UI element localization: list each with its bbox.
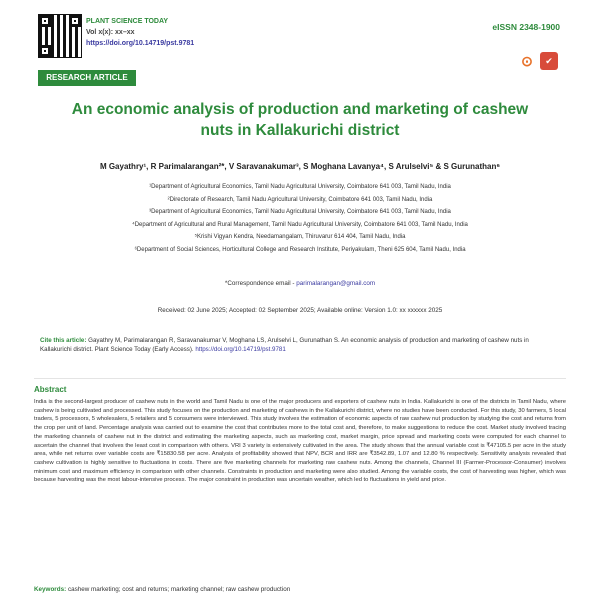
affiliation-list (60, 181, 540, 257)
abstract-heading: Abstract (34, 385, 67, 394)
affiliation: ⁶Department of Social Sciences, Horticultural College and Research Institute, Periyakulam, Theni 625 604, Tamil Nadu, India (134, 246, 466, 253)
citation-doi-link[interactable]: https://doi.org/10.14719/pst.9781 (195, 346, 286, 354)
crossmark-badge-icon[interactable]: ✔ (540, 52, 558, 70)
keywords-text: cashew marketing; cost and returns; marketing channel; raw cashew production (67, 586, 291, 593)
journal-header (86, 16, 194, 49)
correspondence-email-link[interactable]: parimalarangan@gmail.com (296, 280, 376, 287)
article-title: An economic analysis of production and marketing of cashew nuts in Kallakurichi district (71, 101, 529, 139)
citation-label: Cite this article: (40, 337, 87, 344)
correspondence-label: *Correspondence email - (224, 280, 297, 287)
affiliation: ⁴Department of Agricultural and Rural Management, Tamil Nadu Agricultural University, Coimbatore 641 003, Tamil Nadu, India (132, 221, 468, 228)
eissn: eISSN 2348-1900 (492, 22, 560, 32)
open-access-icon[interactable]: ⊙ (521, 53, 533, 69)
journal-doi-link[interactable]: https://doi.org/10.14719/pst.9781 (86, 40, 195, 47)
affiliation: ³Department of Agricultural Economics, Tamil Nadu Agricultural University, Coimbatore 641 003, Tamil Nadu, India (149, 209, 451, 216)
citation-text: Gayathry M, Parimalarangan R, Saravanakumar V, Moghana LS, Arulselvi L, Gurunathan S. An economic analysis of production and marketing of cashew nuts in Kallakurichi district. Plant Science Today (Early Access). (40, 337, 529, 354)
divider (34, 378, 566, 379)
header-icons (520, 52, 558, 70)
affiliation: ¹Department of Agricultural Economics, Tamil Nadu Agricultural University, Coimbatore 641 003, Tamil Nadu, India (149, 184, 451, 190)
author-list: M Gayathry¹, R Parimalarangan²*, V Saravanakumar³, S Moghana Lavanya⁴, S Arulselvi⁵ & S Gurunathan⁶ (99, 162, 501, 171)
journal-volume: Vol x(x): xx–xx (86, 29, 135, 36)
journal-name: PLANT SCIENCE TODAY (86, 18, 169, 25)
keywords (34, 586, 566, 593)
keywords-label: Keywords: (34, 586, 67, 593)
correspondence (60, 280, 540, 287)
citation (40, 336, 555, 355)
qr-code-icon (38, 14, 82, 58)
abstract-body: India is the second-largest producer of cashew nuts in the world and Tamil Nadu is one of the major producers and exporters of cashew nuts in India. Kallakurichi is one of the districts in Tamil Nadu, where cashew is being cultivated and processed. This study focuses on the production and marketing of cashews in the Kallakurichi district, where no studies have been conducted. For this study, 30 farmers, 5 local traders, 5 processors, 5 wholesalers, 5 retailers and 5 consumers were interviewed. This study involves the estimation of economic aspects of raw cashew nut production by studying the cost and returns from the crop per unit of land. Percentage analysis was carried out to examine the cost that contributes more to the total cost and, therefore, to make suggestions to reduce the cost. Market study involved tracing the marketing channels of cashew nut in the district and estimating the marketing aspects, such as marketing cost, market margin, price spread and marketing costs were computed for each channel to ascertain the channel that involves the least cost in comparison with others. VRI 3 variety is extensively cultivated in the area. The study shows that the annual variable cost is ₹47105.5 per acre in the study area, while net returns over variable costs are ₹15830.58 per acre. Analysis of profitability showed that NPV, BCR and IRR are ₹3542.89, 1.07 and 12.80 % respectively. Sensitivity analysis revealed that cashew cultivation is highly sensitive to fluctuations in costs. There are five marketing channels for marketing raw cashew nuts. Among the channels, Channel III (Farmer-Processor-Consumer) involves minimum cost and maximum efficiency in comparison with other channels. Constraints in production and marketing were also studied. Among the variable costs, the cost of harvesting was higher, which was because harvesting was the most labour-intensive process. The major constraint in production was uncertain weather, which led to fluctuations in yield and price. (34, 399, 566, 484)
article-type-badge: RESEARCH ARTICLE (38, 70, 136, 86)
affiliation: ²Directorate of Research, Tamil Nadu Agricultural University, Coimbatore 641 003, Tamil Nadu, India (167, 196, 433, 203)
affiliation: ⁵Krishi Vigyan Kendra, Needamangalam, Thiruvarur 614 404, Tamil Nadu, India (194, 234, 406, 241)
publication-dates: Received: 02 June 2025; Accepted: 02 September 2025; Available online: Version 1.0: xx xxxxxx 2025 (157, 307, 443, 314)
